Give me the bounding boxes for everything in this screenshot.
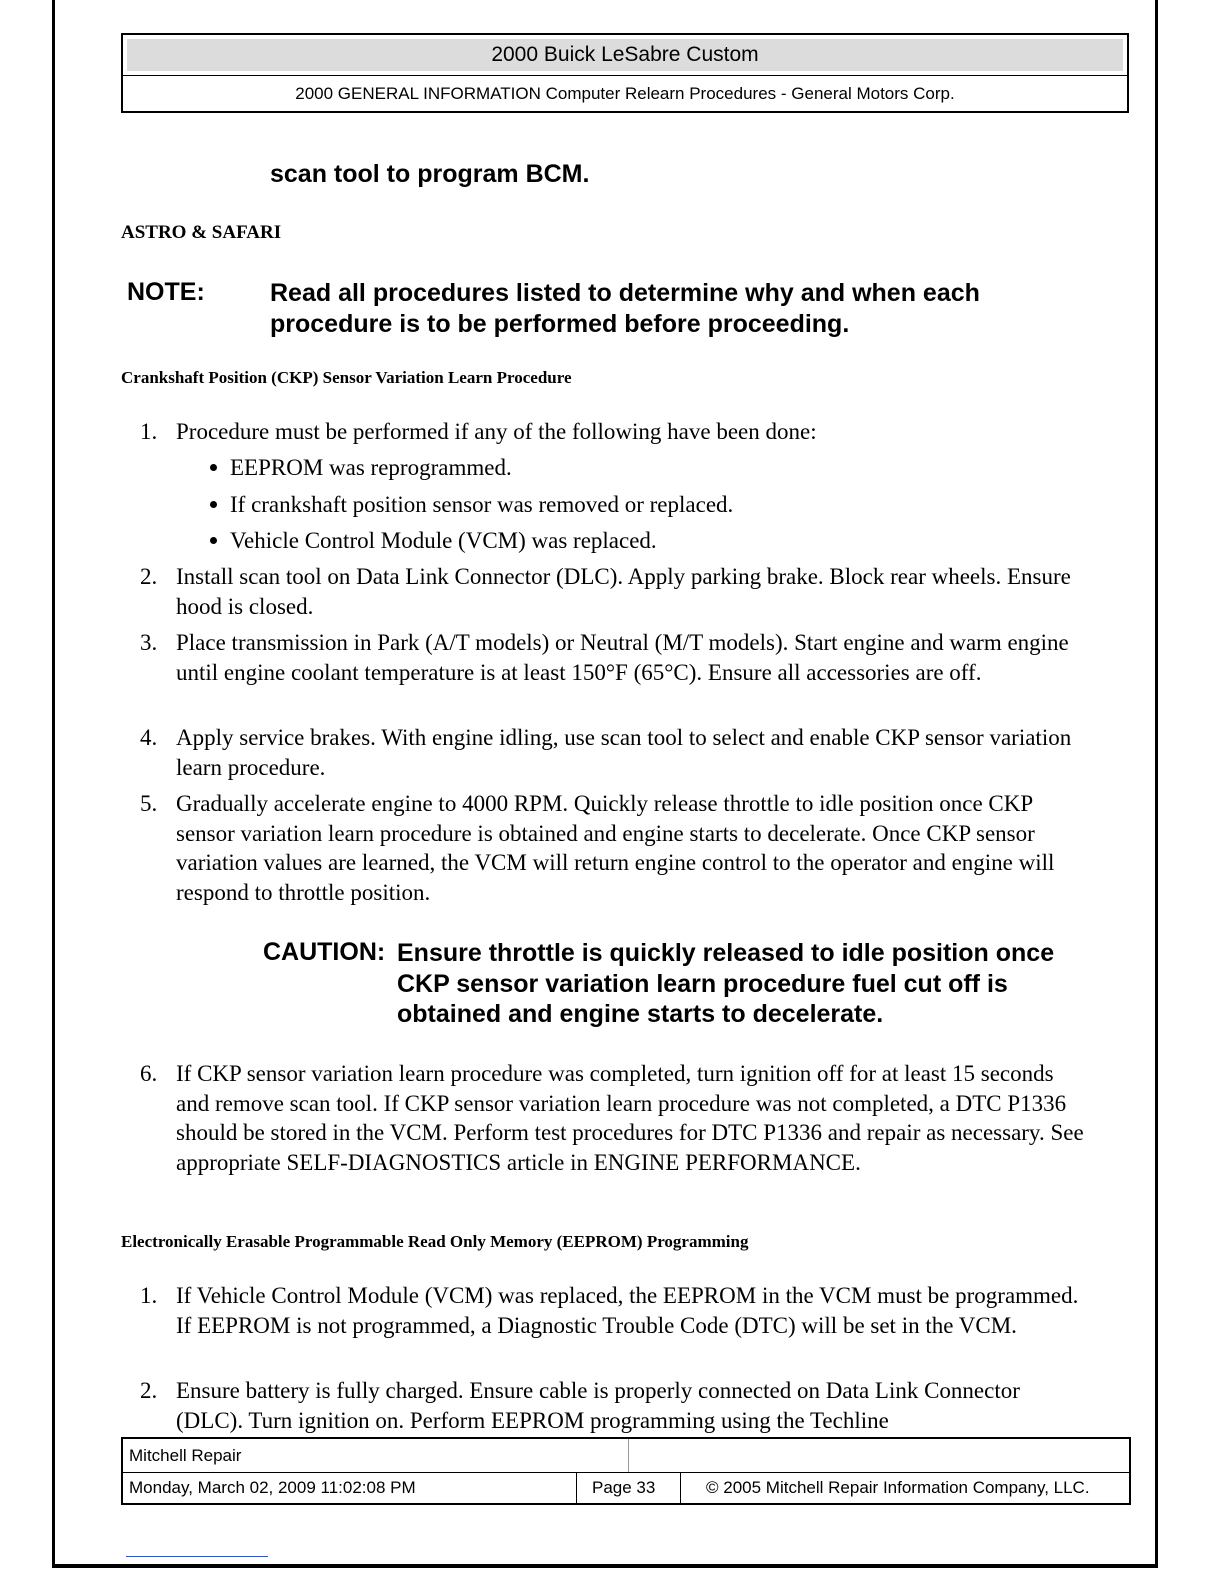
continuation-text: scan tool to program BCM. — [270, 160, 590, 188]
step-number: 4. — [140, 725, 158, 750]
step-number: 6. — [140, 1061, 158, 1086]
bullet-text: If crankshaft position sensor was removed or replaced. — [230, 492, 734, 517]
document-footer — [121, 1437, 1131, 1505]
step-number: 5. — [140, 791, 158, 816]
document-header — [121, 33, 1129, 113]
footer-copyright: © 2005 Mitchell Repair Information Company, LLC. — [706, 1478, 1090, 1497]
footer-bottom-row — [123, 1473, 1129, 1503]
step-number: 1. — [140, 1283, 158, 1308]
ckp-bullet-1 — [210, 453, 512, 482]
step-text: Procedure must be performed if any of the following have been done: — [176, 419, 817, 444]
step-text: If CKP sensor variation learn procedure was completed, turn ignition off for at least 15 seconds and remove scan tool. If CKP sensor variation learn procedure was not completed, a DTC P1336 should be stored in the VCM. Perform test procedures for DTC P1336 and repair as necessary. See appropriate SELF-DIAGNOSTICS article in ENGINE PERFORMANCE. — [176, 1061, 1084, 1175]
step-text: If Vehicle Control Module (VCM) was replaced, the EEPROM in the VCM must be programmed. If EEPROM is not programmed, a Diagnostic Trouble Code (DTC) will be set in the VCM. — [176, 1283, 1079, 1338]
step-text: Place transmission in Park (A/T models) or Neutral (M/T models). Start engine and warm engine until engine coolant temperature is at least 150°F (65°C). Ensure all accessories are off. — [176, 630, 1069, 685]
footer-divider — [576, 1473, 577, 1503]
step-number: 2. — [140, 1378, 158, 1403]
bullet-dot — [210, 464, 217, 471]
step-number: 1. — [140, 419, 158, 444]
step-number: 2. — [140, 564, 158, 589]
ckp-bullet-3 — [210, 526, 657, 555]
footer-page-number: Page 33 — [592, 1478, 656, 1497]
page-border-bottom — [52, 1564, 1158, 1568]
note-label: NOTE: — [127, 278, 205, 306]
header-subtitle: 2000 GENERAL INFORMATION Computer Relearn Procedures - General Motors Corp. — [123, 75, 1127, 112]
header-title: 2000 Buick LeSabre Custom — [127, 39, 1123, 71]
note-text: Read all procedures listed to determine why and when each procedure is to be performed before proceeding. — [270, 279, 980, 338]
footnote-separator — [126, 1556, 268, 1557]
ckp-bullet-2 — [210, 490, 733, 519]
step-text: Install scan tool on Data Link Connector (DLC). Apply parking brake. Block rear wheels. Ensure hood is closed. — [176, 564, 1071, 619]
caution-label: CAUTION: — [263, 938, 386, 966]
page-border-right — [1155, 0, 1158, 1568]
step-text: Ensure battery is fully charged. Ensure cable is properly connected on Data Link Connector (DLC). Turn ignition on. Perform EEPROM programming using the Techline — [176, 1378, 1020, 1433]
bullet-text: Vehicle Control Module (VCM) was replaced. — [230, 528, 657, 553]
footer-divider — [628, 1439, 629, 1472]
step-number: 3. — [140, 630, 158, 655]
bullet-text: EEPROM was reprogrammed. — [230, 455, 512, 480]
bullet-dot — [210, 537, 217, 544]
eeprom-programming-heading: Electronically Erasable Programmable Read Only Memory (EEPROM) Programming — [121, 1232, 749, 1251]
section-title: ASTRO & SAFARI — [121, 222, 282, 243]
footer-publisher: Mitchell Repair — [129, 1446, 242, 1465]
page-border-left — [52, 0, 55, 1568]
ckp-procedure-heading: Crankshaft Position (CKP) Sensor Variation Learn Procedure — [121, 368, 572, 387]
footer-divider — [680, 1473, 681, 1503]
footer-datetime: Monday, March 02, 2009 11:02:08 PM — [129, 1478, 416, 1497]
step-text: Apply service brakes. With engine idling, use scan tool to select and enable CKP sensor variation learn procedure. — [176, 725, 1072, 780]
bullet-dot — [210, 501, 217, 508]
step-text: Gradually accelerate engine to 4000 RPM. Quickly release throttle to idle position once CKP sensor variation learn procedure is obtained and engine starts to decelerate. Once CKP sensor variation values are learned, the VCM will return engine control to the operator and engine will respond to throttle position. — [176, 791, 1055, 905]
footer-top-row — [123, 1439, 1129, 1473]
caution-text: Ensure throttle is quickly released to idle position once CKP sensor variation learn procedure fuel cut off is obtained and engine starts to decelerate. — [397, 939, 1055, 1028]
